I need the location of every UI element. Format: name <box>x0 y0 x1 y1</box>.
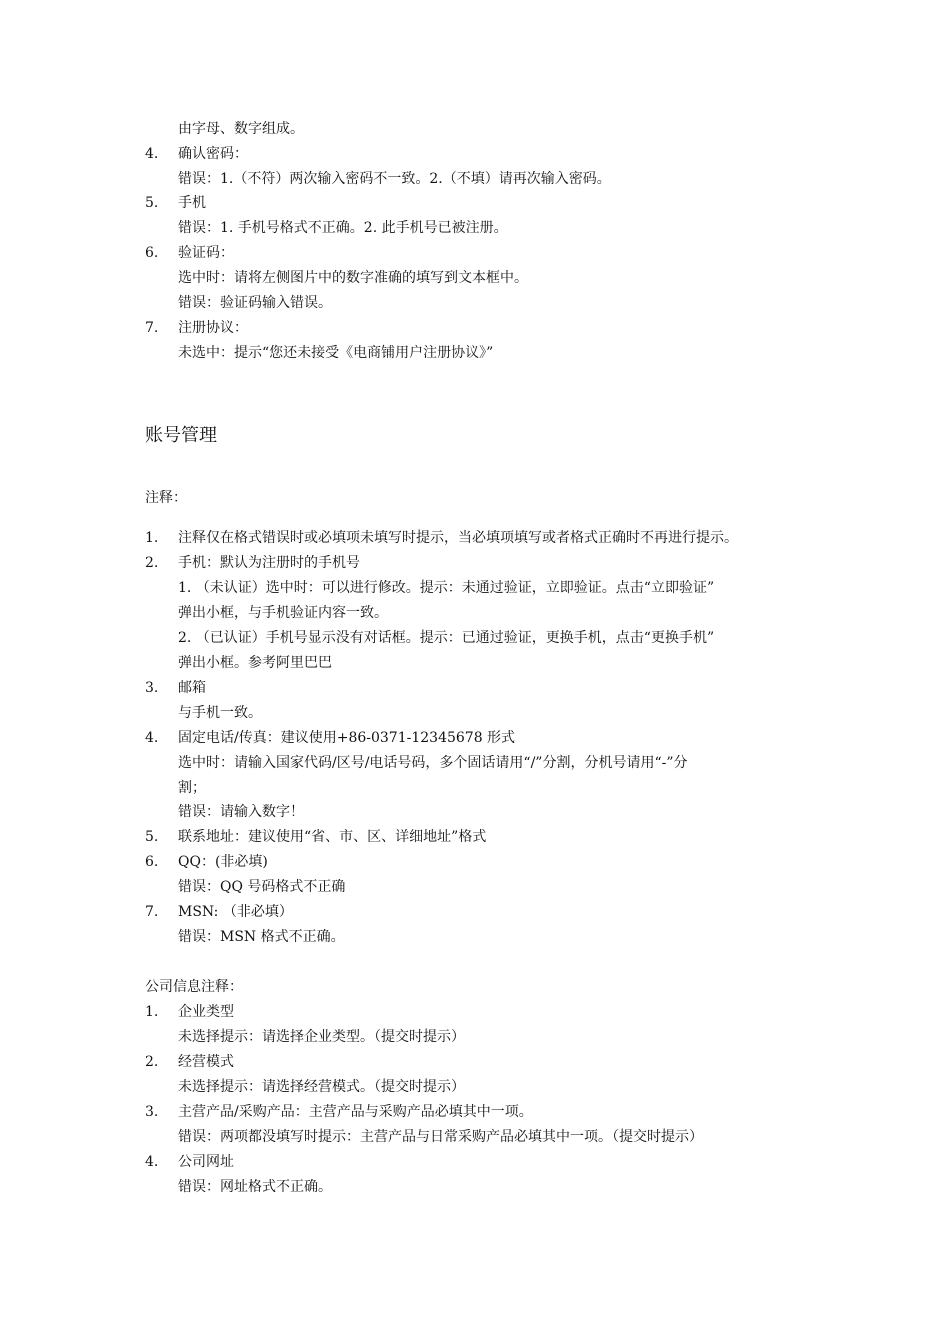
list-number: 2. <box>145 555 159 571</box>
list-item-title: 公司网址 <box>178 1154 234 1170</box>
list-number: 7. <box>145 904 159 920</box>
list-item-title: 固定电话/传真：建议使用+86-0371-12345678 形式 <box>178 730 516 746</box>
note-label: 注释： <box>145 490 187 506</box>
list-number: 5. <box>145 195 159 211</box>
intro-line: 由字母、数字组成。 <box>178 121 304 137</box>
list-item-detail: 错误：QQ 号码格式不正确 <box>178 879 346 895</box>
list-item-detail: 选中时：请将左侧图片中的数字准确的填写到文本框中。 <box>178 270 528 286</box>
list-number: 6. <box>145 245 159 261</box>
list-number: 1. <box>145 1004 159 1020</box>
list-item-detail: 错误：MSN 格式不正确。 <box>178 929 345 945</box>
list-item-detail: 割； <box>178 780 206 796</box>
list-number: 4. <box>145 146 159 162</box>
list-item-detail: 1. （未认证）选中时：可以进行修改。提示：未通过验证，立即验证。点击“立即验证” <box>178 580 715 596</box>
list-item-detail: 错误：1.（不符）两次输入密码不一致。2.（不填）请再次输入密码。 <box>178 171 611 187</box>
list-number: 4. <box>145 1154 159 1170</box>
list-item-detail: 2. （已认证）手机号显示没有对话框。提示：已通过验证，更换手机，点击“更换手机” <box>178 630 715 646</box>
list-item-title: 手机：默认为注册时的手机号 <box>178 555 360 571</box>
list-item-title: 确认密码： <box>178 146 248 162</box>
list-number: 1. <box>145 530 159 546</box>
list-item-title: 手机 <box>178 195 206 211</box>
list-item-title: 联系地址：建议使用“省、市、区、详细地址”格式 <box>178 829 487 845</box>
list-item-detail: 弹出小框，与手机验证内容一致。 <box>178 605 388 621</box>
list-item-detail: 错误：两项都没填写时提示：主营产品与日常采购产品必填其中一项。（提交时提示） <box>178 1129 703 1145</box>
list-item-title: 注册协议： <box>178 320 248 336</box>
list-item-title: 验证码： <box>178 245 234 261</box>
list-item-title: QQ：(非必填) <box>178 854 268 870</box>
list-item-title: MSN: （非必填） <box>178 904 293 920</box>
list-item-detail: 未选中：提示“您还未接受《电商铺用户注册协议》” <box>178 345 494 361</box>
list-item-title: 企业类型 <box>178 1004 234 1020</box>
list-number: 5. <box>145 829 159 845</box>
list-item-title: 邮箱 <box>178 680 206 696</box>
list-item-detail: 错误：网址格式不正确。 <box>178 1179 332 1195</box>
list-number: 2. <box>145 1054 159 1070</box>
list-item-detail: 错误：1. 手机号格式不正确。2. 此手机号已被注册。 <box>178 220 508 236</box>
list-item-detail: 未选择提示：请选择企业类型。（提交时提示） <box>178 1029 465 1045</box>
list-item-detail: 弹出小框。参考阿里巴巴 <box>178 655 332 671</box>
list-item-detail: 未选择提示：请选择经营模式。（提交时提示） <box>178 1079 465 1095</box>
company-info-label: 公司信息注释： <box>145 979 243 995</box>
list-item-detail: 选中时：请输入国家代码/区号/电话号码，多个固话请用“/”分割，分机号请用“-”分 <box>178 755 688 771</box>
list-item-title: 主营产品/采购产品：主营产品与采购产品必填其中一项。 <box>178 1104 533 1120</box>
section-heading: 账号管理 <box>145 425 217 446</box>
list-item-title: 经营模式 <box>178 1054 234 1070</box>
list-number: 4. <box>145 730 159 746</box>
list-number: 7. <box>145 320 159 336</box>
list-number: 6. <box>145 854 159 870</box>
list-number: 3. <box>145 680 159 696</box>
list-item-detail: 错误：请输入数字！ <box>178 804 304 820</box>
list-item-detail: 与手机一致。 <box>178 705 262 721</box>
list-item-detail: 错误：验证码输入错误。 <box>178 295 332 311</box>
list-item-title: 注释仅在格式错误时或必填项未填写时提示，当必填项填写或者格式正确时不再进行提示。 <box>178 530 738 546</box>
list-number: 3. <box>145 1104 159 1120</box>
